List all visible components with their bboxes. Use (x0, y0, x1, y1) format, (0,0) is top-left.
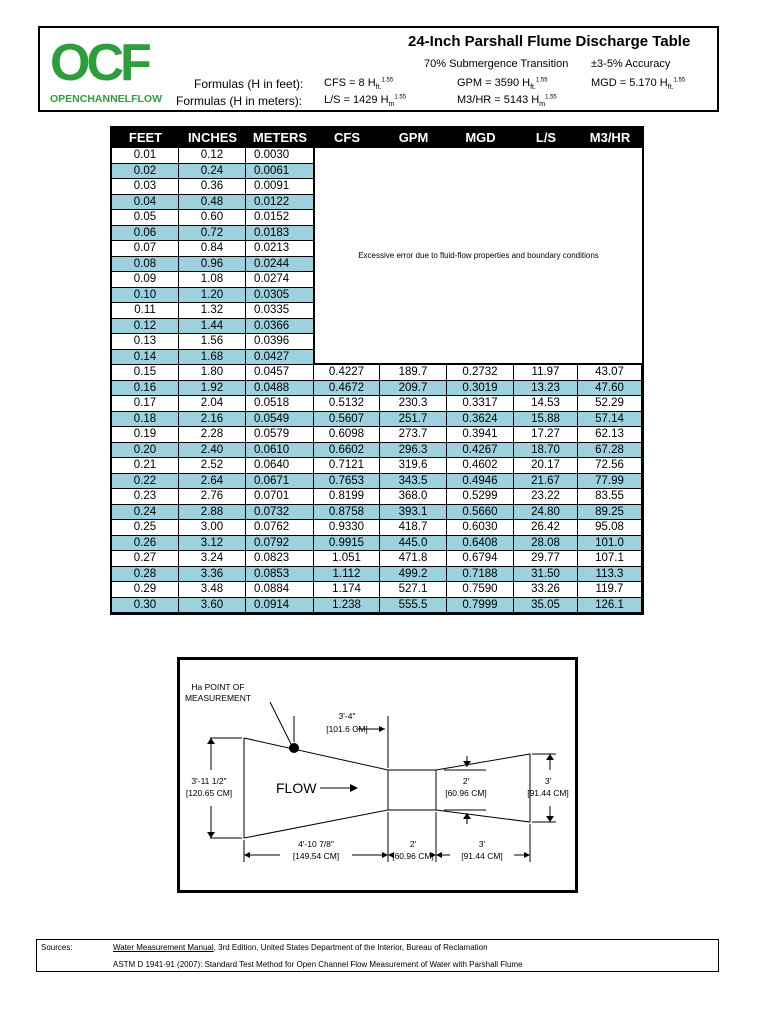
table-cell: 0.0396 (246, 334, 314, 350)
table-cell: 0.08 (112, 257, 179, 273)
table-cell: 0.0213 (246, 241, 314, 257)
table-cell: 2.88 (179, 505, 246, 521)
table-cell: 113.3 (578, 567, 642, 583)
table-cell: 0.0427 (246, 350, 314, 366)
sources-label: Sources: (41, 943, 73, 952)
table-cell: 3.12 (179, 536, 246, 552)
table-cell: 0.10 (112, 288, 179, 304)
table-cell: 0.5299 (447, 489, 514, 505)
table-cell: 35.05 (514, 598, 578, 614)
table-cell: 2.04 (179, 396, 246, 412)
table-cell: 1.238 (314, 598, 380, 614)
measurement-point-icon (289, 743, 299, 753)
mgd-formula: MGD = 5.170 $H_{ft.}^{1.55}$ (591, 77, 686, 92)
table-cell: 0.0366 (246, 319, 314, 335)
table-cell: 1.20 (179, 288, 246, 304)
table-cell: 393.1 (380, 505, 447, 521)
table-cell: 0.6098 (314, 427, 380, 443)
table-cell: 43.07 (578, 365, 642, 381)
outlet-dim-ft: 3' (544, 776, 552, 786)
table-cell: 0.4602 (447, 458, 514, 474)
table-cell: 0.19 (112, 427, 179, 443)
table-cell: 0.7188 (447, 567, 514, 583)
column-header: INCHES (187, 130, 238, 145)
table-cell: 0.84 (179, 241, 246, 257)
logo-name: OPENCHANNELFLOW (50, 93, 162, 105)
table-cell: 0.12 (112, 319, 179, 335)
table-cell: 230.3 (380, 396, 447, 412)
source-line-2: ASTM D 1941-91 (2007): Standard Test Method for Open Channel Flow Measurement of Water with Parshall Flume (113, 960, 523, 969)
table-cell: 1.32 (179, 303, 246, 319)
table-cell: 0.28 (112, 567, 179, 583)
source-line-1: Water Measurement Manual, 3rd Edition, United States Department of the Interior, Bureau of Reclamation (113, 943, 488, 952)
table-cell: 18.70 (514, 443, 578, 459)
table-cell: 62.13 (578, 427, 642, 443)
table-cell: 14.53 (514, 396, 578, 412)
formulas-feet-label: Formulas (H in feet): (194, 77, 304, 91)
table-cell: 0.0152 (246, 210, 314, 226)
throat-length-cm: [60.96 CM] (392, 851, 434, 861)
sources-box (36, 939, 719, 972)
table-cell: 0.30 (112, 598, 179, 614)
table-cell: 418.7 (380, 520, 447, 536)
table-cell: 119.7 (578, 582, 642, 598)
table-cell: 0.20 (112, 443, 179, 459)
table-cell: 0.0335 (246, 303, 314, 319)
table-cell: 555.5 (380, 598, 447, 614)
table-cell: 0.3317 (447, 396, 514, 412)
flume-drawing (180, 660, 575, 890)
table-cell: 0.48 (179, 195, 246, 211)
table-cell: 33.26 (514, 582, 578, 598)
table-row (112, 551, 642, 567)
column-header: METERS (252, 130, 308, 145)
table-cell: 0.9330 (314, 520, 380, 536)
table-cell: 0.0457 (246, 365, 314, 381)
table-cell: 89.25 (578, 505, 642, 521)
column-header: CFS (334, 130, 360, 145)
table-cell: 0.0030 (246, 148, 314, 164)
table-cell: 0.60 (179, 210, 246, 226)
table-cell: 368.0 (380, 489, 447, 505)
table-cell: 0.4227 (314, 365, 380, 381)
table-cell: 0.6408 (447, 536, 514, 552)
table-cell: 0.03 (112, 179, 179, 195)
table-row (112, 505, 642, 521)
table-cell: 0.7999 (447, 598, 514, 614)
table-row (112, 381, 642, 397)
table-cell: 0.8199 (314, 489, 380, 505)
table-cell: 23.22 (514, 489, 578, 505)
inlet-dim-cm: [120.65 CM] (185, 788, 233, 798)
table-cell: 0.0305 (246, 288, 314, 304)
table-cell: 273.7 (380, 427, 447, 443)
table-cell: 0.9915 (314, 536, 380, 552)
table-cell: 0.0518 (246, 396, 314, 412)
table-cell: 0.17 (112, 396, 179, 412)
table-cell: 52.29 (578, 396, 642, 412)
throat-section (388, 770, 436, 810)
table-row (112, 458, 642, 474)
table-cell: 0.6602 (314, 443, 380, 459)
table-cell: 0.26 (112, 536, 179, 552)
outlet-dim-cm: [91.44 CM] (527, 788, 569, 798)
table-cell: 0.0853 (246, 567, 314, 583)
converge-length-cm: [149.54 CM] (292, 851, 340, 861)
table-row (112, 412, 642, 428)
table-cell: 2.76 (179, 489, 246, 505)
table-cell: 0.4267 (447, 443, 514, 459)
table-cell: 0.06 (112, 226, 179, 242)
table-cell: 1.112 (314, 567, 380, 583)
table-cell: 0.13 (112, 334, 179, 350)
table-cell: 2.52 (179, 458, 246, 474)
table-cell: 209.7 (380, 381, 447, 397)
table-cell: 0.5660 (447, 505, 514, 521)
table-cell: 0.3941 (447, 427, 514, 443)
table-cell: 0.96 (179, 257, 246, 273)
table-cell: 107.1 (578, 551, 642, 567)
table-cell: 0.0640 (246, 458, 314, 474)
table-cell: 31.50 (514, 567, 578, 583)
table-cell: 0.8758 (314, 505, 380, 521)
table-cell: 0.24 (179, 164, 246, 180)
column-header: GPM (398, 130, 429, 145)
table-cell: 0.29 (112, 582, 179, 598)
table-cell: 1.08 (179, 272, 246, 288)
table-cell: 0.21 (112, 458, 179, 474)
table-cell: 3.48 (179, 582, 246, 598)
table-cell: 0.0091 (246, 179, 314, 195)
table-cell: 1.92 (179, 381, 246, 397)
table-cell: 0.6794 (447, 551, 514, 567)
table-cell: 21.67 (514, 474, 578, 490)
table-cell: 17.27 (514, 427, 578, 443)
table-cell: 0.4946 (447, 474, 514, 490)
table-cell: 0.5132 (314, 396, 380, 412)
table-cell: 0.0732 (246, 505, 314, 521)
table-row (112, 365, 642, 381)
table-cell: 1.56 (179, 334, 246, 350)
table-cell: 26.42 (514, 520, 578, 536)
table-cell: 0.6030 (447, 520, 514, 536)
converge-length-ft: 4'-10 7/8" (298, 839, 334, 849)
table-cell: 0.2732 (447, 365, 514, 381)
table-cell: 0.0762 (246, 520, 314, 536)
diverge-length-cm: [91.44 CM] (461, 851, 503, 861)
table-cell: 13.23 (514, 381, 578, 397)
table-cell: 77.99 (578, 474, 642, 490)
table-row (112, 474, 642, 490)
table-row (112, 567, 642, 583)
table-cell: 319.6 (380, 458, 447, 474)
table-cell: 0.7121 (314, 458, 380, 474)
table-cell: 0.04 (112, 195, 179, 211)
table-cell: 2.28 (179, 427, 246, 443)
table-cell: 0.09 (112, 272, 179, 288)
table-cell: 2.16 (179, 412, 246, 428)
table-cell: 0.72 (179, 226, 246, 242)
table-cell: 1.80 (179, 365, 246, 381)
table-cell: 471.8 (380, 551, 447, 567)
discharge-table (110, 126, 644, 615)
table-cell: 47.60 (578, 381, 642, 397)
throat-length-ft: 2' (409, 839, 417, 849)
table-cell: 2.40 (179, 443, 246, 459)
inlet-dim-ft: 3'-11 1/2" (191, 776, 227, 786)
table-cell: 3.00 (179, 520, 246, 536)
table-cell: 0.22 (112, 474, 179, 490)
table-cell: 0.0183 (246, 226, 314, 242)
table-cell: 95.08 (578, 520, 642, 536)
table-cell: 0.02 (112, 164, 179, 180)
table-cell: 0.7590 (447, 582, 514, 598)
cfs-formula: CFS = 8 $H_{ft.}^{1.55}$ (324, 77, 394, 92)
m3hr-formula: M3/HR = 5143 $H_m^{1.55}$ (457, 94, 557, 109)
table-cell: 0.4672 (314, 381, 380, 397)
page-title: 24-Inch Parshall Flume Discharge Table (408, 33, 691, 50)
table-cell: 0.25 (112, 520, 179, 536)
table-cell: 0.5607 (314, 412, 380, 428)
flow-label: FLOW (276, 780, 317, 796)
error-note: Excessive error due to fluid-flow properties and boundary conditions (314, 148, 642, 365)
table-cell: 72.56 (578, 458, 642, 474)
table-cell: 67.28 (578, 443, 642, 459)
table-cell: 0.3019 (447, 381, 514, 397)
table-cell: 0.18 (112, 412, 179, 428)
table-cell: 0.7653 (314, 474, 380, 490)
table-cell: 0.23 (112, 489, 179, 505)
table-cell: 0.05 (112, 210, 179, 226)
ls-formula: L/S = 1429 $H_m^{1.55}$ (324, 94, 407, 109)
table-cell: 0.01 (112, 148, 179, 164)
table-cell: 29.77 (514, 551, 578, 567)
submergence-note: 70% Submergence Transition (424, 58, 569, 70)
column-header: L/S (535, 130, 557, 145)
header-box (38, 26, 719, 112)
table-cell: 3.60 (179, 598, 246, 614)
table-cell: 0.0579 (246, 427, 314, 443)
gpm-formula: GPM = 3590 $H_{ft.}^{1.55}$ (457, 77, 548, 92)
table-cell: 0.24 (112, 505, 179, 521)
table-cell: 57.14 (578, 412, 642, 428)
table-cell: 251.7 (380, 412, 447, 428)
table-cell: 0.15 (112, 365, 179, 381)
diverge-length-ft: 3' (478, 839, 486, 849)
table-row (112, 427, 642, 443)
table-row (112, 582, 642, 598)
table-cell: 28.08 (514, 536, 578, 552)
table-cell: 343.5 (380, 474, 447, 490)
table-cell: 189.7 (380, 365, 447, 381)
table-cell: 15.88 (514, 412, 578, 428)
point-label-line1: Ha POINT OF (191, 682, 245, 692)
table-row (112, 520, 642, 536)
table-row (112, 396, 642, 412)
table-cell: 83.55 (578, 489, 642, 505)
table-cell: 126.1 (578, 598, 642, 614)
table-cell: 0.0274 (246, 272, 314, 288)
table-cell: 0.0610 (246, 443, 314, 459)
table-cell: 0.0914 (246, 598, 314, 614)
table-cell: 11.97 (514, 365, 578, 381)
table-cell: 527.1 (380, 582, 447, 598)
point-label-line2: MEASUREMENT (184, 693, 252, 703)
table-cell: 296.3 (380, 443, 447, 459)
table-cell: 24.80 (514, 505, 578, 521)
table-cell: 0.0792 (246, 536, 314, 552)
table-cell: 0.0549 (246, 412, 314, 428)
table-cell: 0.0244 (246, 257, 314, 273)
formulas-meters-label: Formulas (H in meters): (176, 94, 303, 108)
company-logo (48, 36, 166, 106)
table-row (112, 443, 642, 459)
table-row (112, 536, 642, 552)
table-cell: 1.44 (179, 319, 246, 335)
throat-width-ft: 2' (462, 776, 470, 786)
logo-letters: OCF (50, 36, 148, 92)
table-cell: 445.0 (380, 536, 447, 552)
table-cell: 0.16 (112, 381, 179, 397)
table-cell: 0.3624 (447, 412, 514, 428)
table-cell: 0.0701 (246, 489, 314, 505)
converge-dim-ft: 3'-4" (338, 711, 356, 721)
table-row (112, 489, 642, 505)
table-cell: 0.0823 (246, 551, 314, 567)
table-cell: 0.11 (112, 303, 179, 319)
table-cell: 0.0061 (246, 164, 314, 180)
table-cell: 3.36 (179, 567, 246, 583)
table-cell: 1.68 (179, 350, 246, 366)
table-header-row (112, 128, 642, 148)
table-cell: 101.0 (578, 536, 642, 552)
table-cell: 0.12 (179, 148, 246, 164)
table-row (112, 598, 642, 614)
table-cell: 0.0122 (246, 195, 314, 211)
table-cell: 0.07 (112, 241, 179, 257)
table-cell: 2.64 (179, 474, 246, 490)
table-cell: 0.0884 (246, 582, 314, 598)
column-header: M3/HR (589, 130, 631, 145)
table-cell: 3.24 (179, 551, 246, 567)
accuracy-note: ±3-5% Accuracy (591, 58, 671, 70)
table-cell: 0.0488 (246, 381, 314, 397)
throat-width-cm: [60.96 CM] (445, 788, 487, 798)
converge-dim-cm: [101.6 CM] (326, 724, 368, 734)
table-cell: 1.174 (314, 582, 380, 598)
table-cell: 0.14 (112, 350, 179, 366)
column-header: FEET (128, 130, 163, 145)
table-cell: 499.2 (380, 567, 447, 583)
column-header: MGD (465, 130, 496, 145)
table-cell: 0.27 (112, 551, 179, 567)
table-cell: 0.0671 (246, 474, 314, 490)
table-cell: 1.051 (314, 551, 380, 567)
table-cell: 20.17 (514, 458, 578, 474)
table-cell: 0.36 (179, 179, 246, 195)
flume-diagram (177, 657, 578, 893)
